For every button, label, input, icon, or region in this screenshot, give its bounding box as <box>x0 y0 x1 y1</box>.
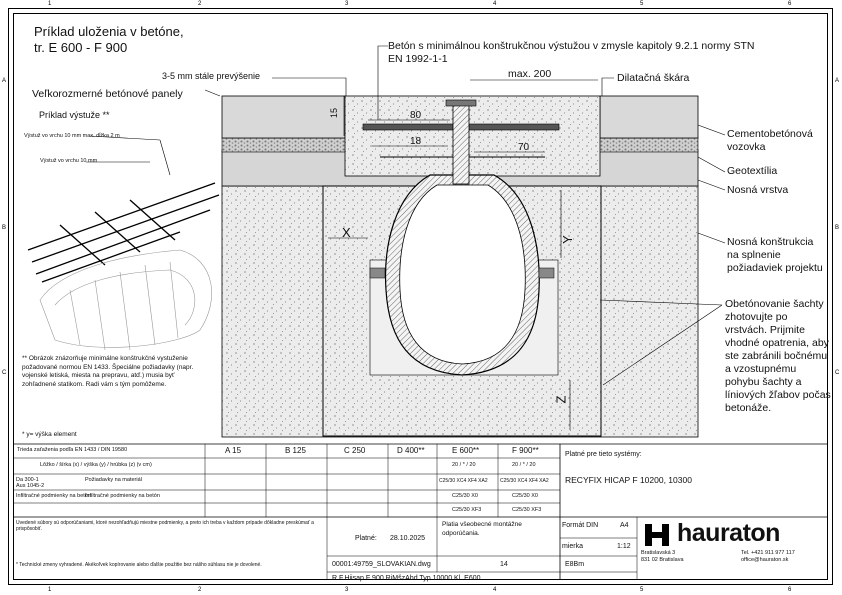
tb-scale-value: 1:12 <box>617 543 631 550</box>
concrete-cover-label: Betón s minimálnou konštrukčnou výstužou v zmysle kapitoly 9.2.1 normy STN <box>388 40 755 52</box>
tb-legal-1: Uvedené súbory sú odporúčaniami, ktoré nezohľadňujú miestne podmienky, a preto ich treba v každom prípade dôkladne preskúmať a prispôsobiť. <box>16 520 314 532</box>
tb-class-f900: F 900** <box>512 446 539 455</box>
company-address-1: Bratislavská 3 <box>641 550 676 556</box>
max-200-label: max. 200 <box>508 68 552 80</box>
tb-row3-label: Infiltračné podmienky na betón <box>16 493 91 499</box>
tb-agreement: Platia všeobecné montážne odporúčania. <box>442 521 522 537</box>
dim-y: Y <box>559 235 575 244</box>
tb-row3b: C25/30 XC4 XF4 XA2 <box>500 478 549 484</box>
ruler-col-6: 6 <box>788 1 792 7</box>
tb-doc-number: 00001:49759_SLOVAKIAN.dwg <box>332 561 431 568</box>
ruler-col-4: 4 <box>493 1 497 7</box>
company-email: office@hauraton.sk <box>741 557 789 563</box>
rebar-note-2: Výstuž vo vrchu 10 mm <box>40 158 98 164</box>
tb-format-label: Formát DIN <box>562 522 599 529</box>
geotextile-label: Geotextília <box>727 165 778 177</box>
rebar-note-1: Výstuž vo vrchu 10 mm max. dĺžka 2 m <box>24 133 120 139</box>
tb-row2b: Aus 1045-2 <box>16 483 45 489</box>
footnote: ** Obrázok znázorňuje minimálne konštrukčné vystuženie požadované normou EN 1433. Špeciálne požiadavky (napr. vojenské letiská, miesta na prepravu, atď.) musia byť zohľadnené statikom. Radi vám s tým pomôžeme. <box>22 355 194 388</box>
cement-road-label: Cementobetónová vozovka <box>727 128 813 153</box>
encasement-label: Obetónovanie šachty zhotovujte po vrstvách. Prijmite vhodné opatrenia, aby ste zabránili bočnému a vzostupnému pohybu šachty a líniových žľabov počas betonáže. <box>725 298 831 414</box>
tb-row4-label: Infiltračné podmienky na betón <box>85 493 160 499</box>
tb-class-a15: A 15 <box>225 446 242 455</box>
ruler-col-1: 1 <box>48 1 52 7</box>
tb-f900-dims: 20 / * / 20 <box>512 462 536 468</box>
tb-header-label: Trieda zaťaženia podľa EN 1433 / DIN 19580 <box>17 447 128 453</box>
tb-row4a: C25/30 X0 <box>452 493 478 499</box>
elevation-label: 3-5 mm stále prevýšenie <box>162 71 261 81</box>
tb-row5a: C25/30 XF3 <box>452 507 482 513</box>
expansion-joint-label: Dilatačná škára <box>617 72 690 84</box>
tb-row2-label: Požiadavky na materiál <box>85 477 142 483</box>
concrete-cover-label-2: EN 1992-1-1 <box>388 53 448 65</box>
tb-row4b: C25/30 X0 <box>512 493 538 499</box>
tb-row1-label: Lôžko / šírka (x) / výška (y) / hrúbka (z) (v cm) <box>40 462 152 468</box>
ruler-col-6-bottom: 6 <box>788 587 792 593</box>
structure-label: Nosná konštrukcia na splnenie požiadaviek projektu <box>727 236 823 274</box>
dim-70: 70 <box>518 142 530 153</box>
tb-legal-2: * Technické zmeny vyhradené. Akékoľvek kopírovanie alebo ďalšie použitie bez nášho súhlasu nie je dovolené. <box>16 562 262 568</box>
ruler-col-5: 5 <box>640 1 644 7</box>
tb-drawing-name: R.F.Hiisap F 900 RiMšzAbd Typ 10000 Kl. E600 <box>332 575 481 582</box>
ruler-col-3: 3 <box>345 1 349 7</box>
tb-class-d400: D 400** <box>397 446 425 455</box>
tb-valid-date: 28.10.2025 <box>390 535 426 542</box>
tb-row5b: C25/30 XF3 <box>512 507 542 513</box>
ruler-col-1-bottom: 1 <box>48 587 52 593</box>
hauraton-logo-icon <box>641 521 673 549</box>
ruler-col-5-bottom: 5 <box>640 587 644 593</box>
ruler-col-4-bottom: 4 <box>493 587 497 593</box>
concrete-panels-label: Veľkorozmerné betónové panely <box>32 88 183 100</box>
tb-class-e600: E 600** <box>452 446 480 455</box>
ruler-col-2-bottom: 2 <box>198 587 202 593</box>
tb-format-value: A4 <box>620 522 629 529</box>
dim-x: X <box>342 225 351 240</box>
ruler-row-a-right: A <box>835 78 840 84</box>
company-phone: Tel. +421 911 977 117 <box>741 550 795 556</box>
dim-15: 15 <box>329 107 340 119</box>
base-layer-label: Nosná vrstva <box>727 184 789 196</box>
tb-e600-dims: 20 / * / 20 <box>452 462 476 468</box>
tb-sheet: 14 <box>500 561 508 568</box>
ruler-col-3-bottom: 3 <box>345 587 349 593</box>
dim-z: Z <box>553 395 569 404</box>
tb-class-c250: C 250 <box>344 446 366 455</box>
ruler-row-c-right: C <box>835 370 840 376</box>
tb-valid-label: Platné: <box>355 535 377 542</box>
tb-class-b125: B 125 <box>285 446 306 455</box>
ruler-row-b: B <box>2 225 7 231</box>
tb-row3a: C25/30 XC4 XF4 XA2 <box>439 478 488 484</box>
tb-system-name: RECYFIX HICAP F 10200, 10300 <box>565 475 692 485</box>
title-line-1: Príklad uloženia v betóne, <box>34 24 184 39</box>
company-address-2: 831 02 Bratislava <box>641 557 684 563</box>
rebar-example-label: Príklad výstuže ** <box>39 110 110 120</box>
tb-sheet-code: E8Bm <box>565 561 585 568</box>
y-note: * y= výška element <box>22 431 77 438</box>
title-line-2: tr. E 600 - F 900 <box>34 40 128 55</box>
tb-systems-label: Platné pre tieto systémy: <box>565 451 642 458</box>
ruler-row-c: C <box>2 370 7 376</box>
dim-18: 18 <box>410 136 422 147</box>
dim-80: 80 <box>410 110 422 121</box>
ruler-col-2: 2 <box>198 1 202 7</box>
company-name: hauraton <box>677 519 780 547</box>
ruler-row-a: A <box>2 78 7 84</box>
ruler-row-b-right: B <box>835 225 840 231</box>
tb-row2a: Da 300-1 <box>16 477 39 483</box>
tb-scale-label: mierka <box>562 543 584 550</box>
